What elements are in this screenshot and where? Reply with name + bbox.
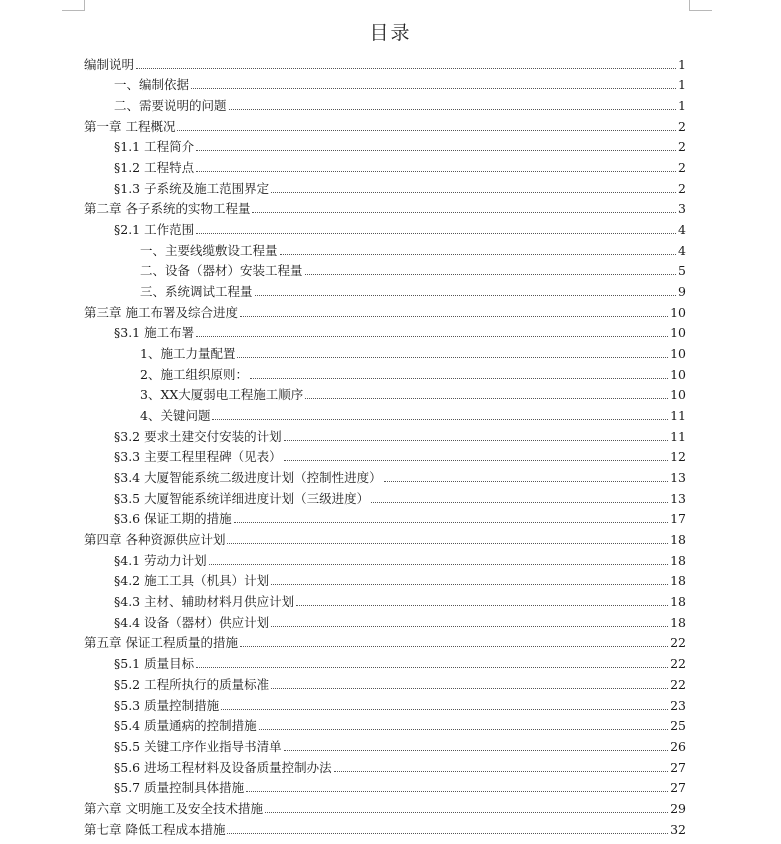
- toc-entry[interactable]: [84, 795, 686, 816]
- toc-entry-page-number: 3: [678, 201, 686, 217]
- dot-leader: [271, 688, 668, 689]
- dot-leader: [250, 378, 668, 379]
- toc-entry-page-number: 1: [678, 98, 686, 114]
- toc-entry[interactable]: [84, 299, 686, 320]
- toc-entry[interactable]: [84, 175, 686, 196]
- dot-leader: [237, 357, 668, 358]
- toc-entry-title: 第一章 工程概况: [84, 118, 176, 134]
- dot-leader: [227, 543, 668, 544]
- toc-entry-title: 1、施工力量配置: [140, 346, 236, 362]
- dot-leader: [209, 564, 668, 565]
- toc-entry-page-number: 18: [670, 552, 686, 568]
- toc-entry-title: §4.2 施工工具（机具）计划: [114, 573, 270, 589]
- toc-entry-page-number: 18: [670, 614, 686, 630]
- toc-entry[interactable]: [84, 361, 686, 382]
- toc-entry[interactable]: [84, 485, 686, 506]
- dot-leader: [305, 398, 668, 399]
- toc-entry-title: 一、编制依据: [114, 77, 190, 93]
- toc-entry-title: §5.2 工程所执行的质量标准: [114, 676, 270, 692]
- toc-entry-title: 第六章 文明施工及安全技术措施: [84, 800, 263, 816]
- toc-entry-title: §1.3 子系统及施工范围界定: [114, 180, 270, 196]
- toc-entry[interactable]: [84, 51, 686, 72]
- dot-leader: [229, 109, 677, 110]
- toc-entry-page-number: 17: [670, 511, 686, 527]
- toc-entry[interactable]: [84, 340, 686, 361]
- toc-entry[interactable]: [84, 237, 686, 258]
- dot-leader: [271, 626, 668, 627]
- toc-entry-page-number: 1: [678, 56, 686, 72]
- dot-leader: [221, 709, 668, 710]
- toc-entry-page-number: 25: [670, 718, 686, 734]
- toc-entry-page-number: 29: [670, 800, 686, 816]
- toc-entry[interactable]: [84, 402, 686, 423]
- toc-entry-page-number: 2: [678, 160, 686, 176]
- toc-entry-title: §5.6 进场工程材料及设备质量控制办法: [114, 759, 332, 775]
- toc-entry-page-number: 13: [670, 490, 686, 506]
- dot-leader: [284, 750, 668, 751]
- toc-entry-title: §3.5 大厦智能系统详细进度计划（三级进度）: [114, 490, 370, 506]
- toc-entry[interactable]: [84, 816, 686, 837]
- toc-entry[interactable]: [84, 671, 686, 692]
- dot-leader: [334, 771, 668, 772]
- toc-entry-page-number: 4: [678, 242, 686, 258]
- toc-entry-title: 第七章 降低工程成本措施: [84, 821, 226, 837]
- page-corner-mark-left: [62, 0, 85, 11]
- dot-leader: [280, 254, 677, 255]
- toc-entry[interactable]: [84, 650, 686, 671]
- toc-entry-title: §5.4 质量通病的控制措施: [114, 718, 257, 734]
- toc-entry-page-number: 4: [678, 222, 686, 238]
- dot-leader: [305, 274, 677, 275]
- dot-leader: [252, 212, 676, 213]
- toc-entry-page-number: 18: [670, 532, 686, 548]
- toc-entry[interactable]: [84, 92, 686, 113]
- dot-leader: [296, 605, 668, 606]
- toc-entry-title: §4.3 主材、辅助材料月供应计划: [114, 594, 295, 610]
- dot-leader: [284, 440, 668, 441]
- dot-leader: [246, 791, 668, 792]
- dot-leader: [212, 419, 668, 420]
- toc-entry[interactable]: [84, 278, 686, 299]
- dot-leader: [136, 68, 676, 69]
- dot-leader: [265, 812, 668, 813]
- toc-entry[interactable]: [84, 775, 686, 796]
- toc-entry-page-number: 12: [670, 449, 686, 465]
- toc-entry-page-number: 10: [670, 366, 686, 382]
- dot-leader: [196, 171, 676, 172]
- toc-entry-page-number: 1: [678, 77, 686, 93]
- toc-entry-page-number: 2: [678, 118, 686, 134]
- toc-entry-title: §3.3 主要工程里程碑（见表）: [114, 449, 282, 465]
- toc-entry-page-number: 11: [670, 428, 686, 444]
- toc-entry[interactable]: [84, 506, 686, 527]
- dot-leader: [196, 667, 668, 668]
- toc-entry[interactable]: [84, 609, 686, 630]
- toc-entry-title: 第三章 施工布署及综合进度: [84, 304, 238, 320]
- toc-entry[interactable]: [84, 134, 686, 155]
- toc-entry-title: §5.7 质量控制具体措施: [114, 780, 245, 796]
- toc-entry[interactable]: [84, 320, 686, 341]
- toc-entry-page-number: 11: [670, 408, 686, 424]
- toc-entry-title: 3、XX大厦弱电工程施工顺序: [140, 387, 304, 403]
- toc-entry[interactable]: [84, 692, 686, 713]
- toc-entry-title: 编制说明: [84, 56, 135, 72]
- toc-entry[interactable]: [84, 72, 686, 93]
- toc-entry-title: §4.4 设备（器材）供应计划: [114, 614, 270, 630]
- toc-entry[interactable]: [84, 154, 686, 175]
- toc-entry-page-number: 22: [670, 676, 686, 692]
- dot-leader: [227, 833, 668, 834]
- dot-leader: [271, 584, 668, 585]
- dot-leader: [196, 336, 668, 337]
- dot-leader: [196, 233, 676, 234]
- toc-entry[interactable]: [84, 754, 686, 775]
- toc-entry[interactable]: [84, 713, 686, 734]
- toc-entry[interactable]: [84, 547, 686, 568]
- toc-entry-page-number: 18: [670, 594, 686, 610]
- toc-entry-page-number: 13: [670, 470, 686, 486]
- toc-entry-title: §3.6 保证工期的措施: [114, 511, 232, 527]
- toc-entry[interactable]: [84, 423, 686, 444]
- toc-entry-page-number: 10: [670, 387, 686, 403]
- toc-entry-title: §3.1 施工布署: [114, 325, 195, 341]
- toc-entry[interactable]: [84, 382, 686, 403]
- toc-entry-page-number: 10: [670, 325, 686, 341]
- toc-entry-title: §5.3 质量控制措施: [114, 697, 220, 713]
- toc-entry-page-number: 2: [678, 180, 686, 196]
- toc-entry-page-number: 5: [678, 263, 686, 279]
- dot-leader: [271, 192, 676, 193]
- toc-entry-page-number: 23: [670, 697, 686, 713]
- toc-entry-title: §1.2 工程特点: [114, 160, 195, 176]
- toc-entry-page-number: 22: [670, 635, 686, 651]
- toc-entry[interactable]: [84, 113, 686, 134]
- toc-entry-title: §1.1 工程简介: [114, 139, 195, 155]
- toc-entry-title: 二、设备（器材）安装工程量: [140, 263, 303, 279]
- dot-leader: [240, 316, 668, 317]
- toc-entry-page-number: 27: [670, 759, 686, 775]
- toc-entry-title: §2.1 工作范围: [114, 222, 195, 238]
- toc-entry-page-number: 18: [670, 573, 686, 589]
- toc-entry-title: 三、系统调试工程量: [140, 284, 253, 300]
- toc-entry[interactable]: [84, 464, 686, 485]
- toc-entry-title: 第五章 保证工程质量的措施: [84, 635, 238, 651]
- toc-entry[interactable]: [84, 733, 686, 754]
- toc-entry-page-number: 26: [670, 738, 686, 754]
- toc-entry-title: 第四章 各种资源供应计划: [84, 532, 226, 548]
- dot-leader: [240, 646, 668, 647]
- dot-leader: [255, 295, 677, 296]
- toc-entry-title: 二、需要说明的问题: [114, 98, 227, 114]
- toc-entry-title: 4、关键问题: [140, 408, 211, 424]
- toc-entry-title: 一、主要线缆敷设工程量: [140, 242, 278, 258]
- toc-entry-title: 第二章 各子系统的实物工程量: [84, 201, 251, 217]
- toc-entry[interactable]: [84, 568, 686, 589]
- page-corner-mark-right: [689, 0, 712, 11]
- toc-entry[interactable]: [84, 630, 686, 651]
- toc-entry-page-number: 27: [670, 780, 686, 796]
- toc-entry-title: §5.5 关键工序作业指导书清单: [114, 738, 282, 754]
- dot-leader: [371, 502, 668, 503]
- toc-entry-page-number: 22: [670, 656, 686, 672]
- dot-leader: [234, 522, 668, 523]
- toc-entry-title: §3.2 要求土建交付安装的计划: [114, 428, 282, 444]
- toc-entry-page-number: 9: [678, 284, 686, 300]
- toc-entry[interactable]: [84, 258, 686, 279]
- toc-entry-page-number: 10: [670, 304, 686, 320]
- toc-entry[interactable]: [84, 588, 686, 609]
- dot-leader: [196, 150, 676, 151]
- toc-entry-title: §5.1 质量目标: [114, 656, 195, 672]
- toc-entry-title: §3.4 大厦智能系统二级进度计划（控制性进度）: [114, 470, 382, 486]
- table-of-contents: [84, 51, 686, 837]
- dot-leader: [177, 130, 676, 131]
- toc-entry[interactable]: [84, 444, 686, 465]
- dot-leader: [191, 88, 676, 89]
- dot-leader: [284, 460, 668, 461]
- toc-entry[interactable]: [84, 526, 686, 547]
- toc-entry[interactable]: [84, 196, 686, 217]
- toc-title: 目录: [369, 22, 412, 44]
- toc-entry-page-number: 10: [670, 346, 686, 362]
- toc-entry[interactable]: [84, 216, 686, 237]
- dot-leader: [384, 481, 668, 482]
- toc-entry-title: §4.1 劳动力计划: [114, 552, 207, 568]
- toc-entry-title: 2、施工组织原则：: [140, 366, 248, 382]
- toc-entry-page-number: 32: [670, 821, 686, 837]
- toc-entry-page-number: 2: [678, 139, 686, 155]
- dot-leader: [259, 729, 668, 730]
